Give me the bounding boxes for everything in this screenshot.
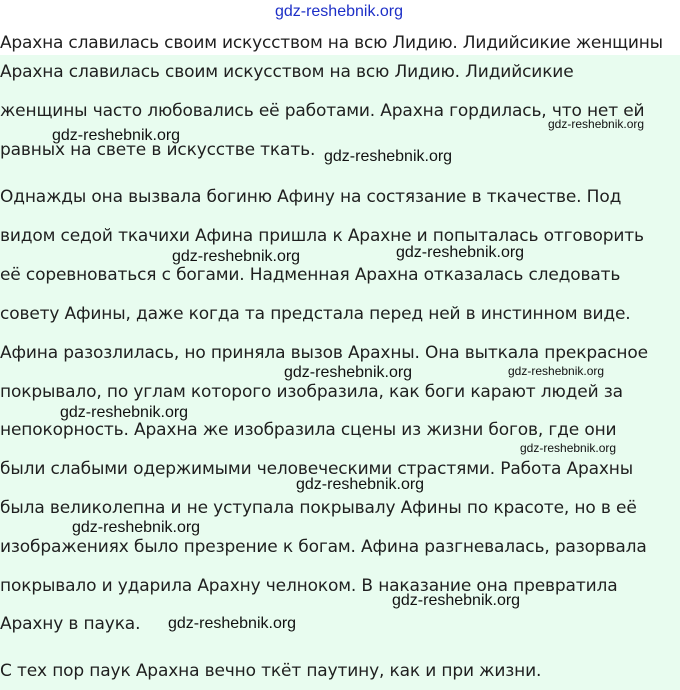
answer-line: покрывало и ударила Арахну челноком. В наказание она превратила <box>0 576 618 596</box>
watermark: gdz-reshebnik.org <box>396 244 525 261</box>
site-header-link[interactable]: gdz-reshebnik.org <box>274 3 404 20</box>
watermark: gdz-reshebnik.org <box>392 592 521 609</box>
watermark: gdz-reshebnik.org <box>168 615 297 632</box>
answer-line: Афина разозлилась, но приняла вызов Арахны. Она выткала прекрасное <box>0 343 648 363</box>
answer-line: С тех пор паук Арахна вечно ткёт паутину, как и при жизни. <box>0 661 542 681</box>
answer-line: совету Афины, даже когда та предстала перед ней в инстинном виде. <box>0 304 631 324</box>
watermark: gdz-reshebnik.org <box>284 364 413 381</box>
answer-line: покрывало, по углам которого изобразила, как боги карают людей за <box>0 382 623 402</box>
answer-line: видом седой ткачихи Афина пришла к Арахне и попыталась отговорить <box>0 226 644 246</box>
answer-line: Арахну в паука. <box>0 614 141 634</box>
answer-line: Однажды она вызвала богиню Афину на состязание в ткачестве. Под <box>0 187 622 207</box>
watermark: gdz-reshebnik.org <box>72 519 201 536</box>
answer-line: женщины часто любовались её работами. Арахна гордилась, что нет ей <box>0 101 645 121</box>
watermark: gdz-reshebnik.org <box>548 117 645 131</box>
intro-text: Арахна славилась своим искусством на всю Лидию. Лидийсикие женщины <box>0 33 663 53</box>
answer-block <box>0 55 680 690</box>
watermark: gdz-reshebnik.org <box>172 248 301 265</box>
watermark: gdz-reshebnik.org <box>52 127 181 144</box>
site-header <box>0 0 680 24</box>
watermark: gdz-reshebnik.org <box>296 476 425 493</box>
answer-line: равных на свете в искусстве ткать. <box>0 140 316 160</box>
watermark: gdz-reshebnik.org <box>520 441 617 455</box>
answer-line: изображениях было презрение к богам. Афина разгневалась, разорвала <box>0 537 647 557</box>
answer-line: были слабыми одержимыми человеческими страстями. Работа Арахны <box>0 459 634 479</box>
watermark: gdz-reshebnik.org <box>60 404 189 421</box>
watermark: gdz-reshebnik.org <box>508 364 605 378</box>
answer-line: была великолепна и не уступала покрывалу Афины по красоте, но в её <box>0 498 637 518</box>
answer-line: её соревноваться с богами. Надменная Арахна отказалась следовать <box>0 265 621 285</box>
answer-line: непокорность. Арахна же изобразила сцены из жизни богов, где они <box>0 420 617 440</box>
answer-line: Арахна славилась своим искусством на всю Лидию. Лидийсикие <box>0 62 574 82</box>
watermark: gdz-reshebnik.org <box>324 148 453 165</box>
